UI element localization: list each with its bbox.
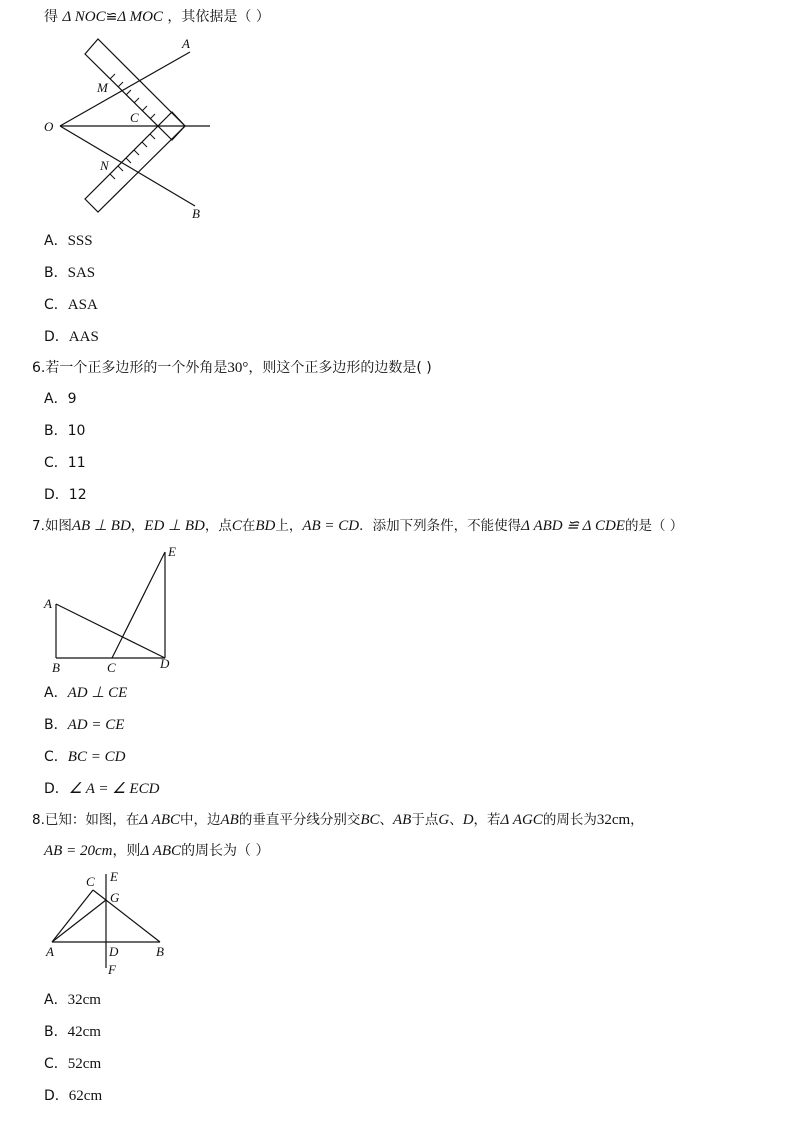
q5-option-c[interactable]: C．ASA [44,297,98,313]
q8-label-b: B [156,944,164,959]
q5-option-d[interactable]: D．AAS [44,329,99,345]
q6-option-b[interactable]: B．10 [44,423,86,439]
q8-label-d: D [109,944,119,959]
q8-label-c: C [86,874,95,889]
q5-option-a[interactable]: A．SSS [44,233,93,249]
q8-stem-line2: AB = 20cm，则Δ ABC的周长为（ ） [44,843,270,859]
q7-option-b[interactable]: B．AD = CE [44,717,125,733]
q8-label-f: F [108,962,116,977]
q8-option-a[interactable]: A．32cm [44,992,101,1008]
q5-stem: 得 Δ NOC≌Δ MOC ，其依据是（ ） [44,9,270,25]
q5-figure [40,34,220,224]
q6-stem: 6.若一个正多边形的一个外角是30°，则这个正多边形的边数是( ) [32,360,432,376]
q6-option-d[interactable]: D．12 [44,487,87,503]
q5-label-a: A [182,36,190,51]
q5-label-n: N [100,158,109,173]
q7-option-c[interactable]: C．BC = CD [44,749,126,765]
q8-figure [40,868,180,980]
q8-option-d[interactable]: D．62cm [44,1088,103,1104]
q7-label-c: C [107,660,116,675]
q7-stem: 7.如图AB ⊥ BD，ED ⊥ BD，点C在BD上，AB = CD．添加下列条件，不能使得Δ ABD ≌ Δ CDE的是（ ） [32,518,684,534]
q6-option-a[interactable]: A．9 [44,391,77,407]
q7-option-a[interactable]: A．AD ⊥ CE [44,685,128,701]
q7-option-d[interactable]: D．∠ A = ∠ ECD [44,781,160,797]
q5-label-b: B [192,206,200,221]
q7-label-b: B [52,660,60,675]
q7-label-a: A [44,596,52,611]
q5-label-c: C [130,110,139,125]
q8-label-e: E [110,869,118,884]
q6-option-c[interactable]: C．11 [44,455,86,471]
q8-option-c[interactable]: C．52cm [44,1056,102,1072]
q7-figure [40,542,180,678]
q5-option-b[interactable]: B．SAS [44,265,96,281]
q8-option-b[interactable]: B．42cm [44,1024,101,1040]
q8-label-a: A [46,944,54,959]
q7-label-d: D [160,656,170,671]
q8-stem-line1: 8.已知：如图，在Δ ABC中，边AB的垂直平分线分别交BC、AB于点G、D，若Δ AGC的周长为32cm， [32,812,644,828]
q7-label-e: E [168,544,176,559]
q5-label-m: M [97,80,108,95]
q5-label-o: O [44,119,54,134]
q8-label-g: G [110,890,120,905]
